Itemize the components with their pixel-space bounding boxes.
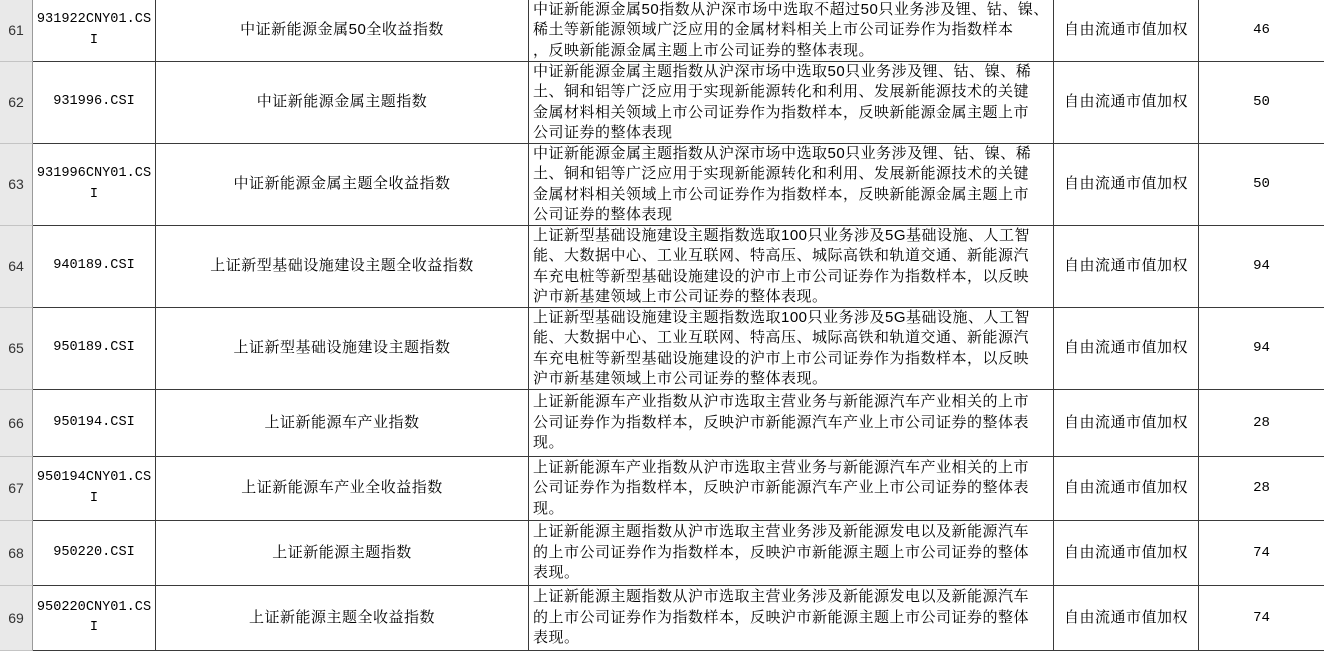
description-line: 沪市新基建领域上市公司证券的整体表现。 [533,370,828,387]
row-header[interactable]: 69 [0,586,33,651]
description-line: 上证新能源主题指数从沪市选取主营业务涉及新能源发电以及新能源汽车 [533,588,1030,606]
description-line: 稀土等新能源领域广泛应用的金属材料相关上市公司证券作为指数样本 [533,21,1014,39]
weighting-method-cell[interactable]: 自由流通市值加权 [1054,62,1199,144]
index-description-cell[interactable] [529,226,1054,308]
index-code-cell[interactable]: 931996.CSI [33,62,156,144]
index-description-cell[interactable] [529,390,1054,457]
table-row [0,390,1324,457]
table-row [0,0,1324,62]
weighting-method-cell[interactable]: 自由流通市值加权 [1054,308,1199,390]
constituent-count-cell[interactable]: 28 [1199,457,1324,521]
index-description-cell[interactable] [529,308,1054,390]
row-header[interactable]: 62 [0,62,33,144]
row-header[interactable]: 68 [0,521,33,586]
index-code-cell[interactable]: 931996CNY01.CSI [33,144,156,226]
index-code-cell[interactable]: 950220CNY01.CSI [33,586,156,651]
description-line: 土、铜和铝等广泛应用于实现新能源转化和利用、发展新能源技术的关键 [533,83,1030,100]
index-name-cell[interactable]: 上证新型基础设施建设主题全收益指数 [156,226,529,308]
description-line: 能、大数据中心、工业互联网、特高压、城际高铁和轨道交通、新能源汽 [533,329,1030,346]
description-line: 土、铜和铝等广泛应用于实现新能源转化和利用、发展新能源技术的关键 [533,165,1030,182]
table-row [0,586,1324,651]
row-header[interactable]: 67 [0,457,33,521]
constituent-count-cell[interactable]: 46 [1199,0,1324,62]
weighting-method-cell[interactable]: 自由流通市值加权 [1054,586,1199,651]
description-line: 上证新能源车产业指数从沪市选取主营业务与新能源汽车产业相关的上市 [533,393,1030,411]
index-name-cell[interactable]: 中证新能源金属50全收益指数 [156,0,529,62]
description-line: 上证新能源车产业指数从沪市选取主营业务与新能源汽车产业相关的上市 [533,458,1030,476]
description-line: 公司证券的整体表现 [533,124,673,141]
table-row [0,457,1324,521]
weighting-method-cell[interactable]: 自由流通市值加权 [1054,521,1199,586]
index-code-cell[interactable]: 950194CNY01.CSI [33,457,156,521]
table-row [0,226,1324,308]
description-line: 公司证券作为指数样本，反映沪市新能源汽车产业上市公司证券的整体表 [533,413,1030,431]
description-line: 的上市公司证券作为指数样本，反映沪市新能源主题上市公司证券的整体 [533,608,1030,626]
index-description-cell[interactable] [529,586,1054,651]
row-header[interactable]: 63 [0,144,33,226]
description-line: 现。 [533,499,565,517]
row-header[interactable]: 61 [0,0,33,62]
description-line: 中证新能源金属主题指数从沪深市场中选取50只业务涉及锂、钴、镍、稀 [533,62,1032,80]
description-line: 中证新能源金属主题指数从沪深市场中选取50只业务涉及锂、钴、镍、稀 [533,144,1032,162]
index-name-cell[interactable]: 上证新能源车产业全收益指数 [156,457,529,521]
description-line: 车充电桩等新型基础设施建设的沪市上市公司证券作为指数样本，以反映 [533,267,1030,285]
constituent-count-cell[interactable]: 50 [1199,144,1324,226]
description-line: 金属材料相关领域上市公司证券作为指数样本，反映新能源金属主题上市 [533,103,1030,121]
description-line: 上证新型基础设施建设主题指数选取100只业务涉及5G基础设施、人工智 [533,308,1031,326]
index-description-cell[interactable] [529,521,1054,586]
table-row [0,308,1324,390]
weighting-method-cell[interactable]: 自由流通市值加权 [1054,226,1199,308]
weighting-method-cell[interactable]: 自由流通市值加权 [1054,457,1199,521]
index-name-cell[interactable]: 上证新能源主题指数 [156,521,529,586]
index-name-cell[interactable]: 上证新能源车产业指数 [156,390,529,457]
row-header[interactable]: 65 [0,308,33,390]
index-name-cell[interactable]: 中证新能源金属主题全收益指数 [156,144,529,226]
description-line: 沪市新基建领域上市公司证券的整体表现。 [533,288,828,305]
index-code-cell[interactable]: 950220.CSI [33,521,156,586]
description-line: 表现。 [533,629,580,647]
constituent-count-cell[interactable]: 74 [1199,521,1324,586]
description-line: 中证新能源金属50指数从沪深市场中选取不超过50只业务涉及锂、钴、镍、 [533,0,1049,18]
index-code-cell[interactable]: 950194.CSI [33,390,156,457]
index-description-cell[interactable] [529,62,1054,144]
index-code-cell[interactable]: 940189.CSI [33,226,156,308]
row-header[interactable]: 64 [0,226,33,308]
description-line: 上证新型基础设施建设主题指数选取100只业务涉及5G基础设施、人工智 [533,226,1031,244]
index-name-cell[interactable]: 上证新型基础设施建设主题指数 [156,308,529,390]
index-description-cell[interactable] [529,0,1054,62]
index-code-cell[interactable]: 950189.CSI [33,308,156,390]
constituent-count-cell[interactable]: 94 [1199,308,1324,390]
constituent-count-cell[interactable]: 28 [1199,390,1324,457]
index-code-cell[interactable]: 931922CNY01.CSI [33,0,156,62]
table-row [0,144,1324,226]
description-line: 表现。 [533,564,580,582]
table-row [0,521,1324,586]
index-name-cell[interactable]: 中证新能源金属主题指数 [156,62,529,144]
weighting-method-cell[interactable]: 自由流通市值加权 [1054,0,1199,62]
table-row [0,62,1324,144]
row-header[interactable]: 66 [0,390,33,457]
description-line: ，反映新能源金属主题上市公司证券的整体表现。 [533,41,875,59]
description-line: 上证新能源主题指数从沪市选取主营业务涉及新能源发电以及新能源汽车 [533,523,1030,541]
index-name-cell[interactable]: 上证新能源主题全收益指数 [156,586,529,651]
weighting-method-cell[interactable]: 自由流通市值加权 [1054,390,1199,457]
description-line: 公司证券的整体表现 [533,206,673,223]
constituent-count-cell[interactable]: 74 [1199,586,1324,651]
index-description-cell[interactable] [529,144,1054,226]
description-line: 车充电桩等新型基础设施建设的沪市上市公司证券作为指数样本，以反映 [533,349,1030,367]
index-description-cell[interactable] [529,457,1054,521]
description-line: 现。 [533,434,565,452]
weighting-method-cell[interactable]: 自由流通市值加权 [1054,144,1199,226]
description-line: 的上市公司证券作为指数样本，反映沪市新能源主题上市公司证券的整体 [533,543,1030,561]
description-line: 能、大数据中心、工业互联网、特高压、城际高铁和轨道交通、新能源汽 [533,247,1030,264]
constituent-count-cell[interactable]: 50 [1199,62,1324,144]
description-line: 金属材料相关领域上市公司证券作为指数样本，反映新能源金属主题上市 [533,185,1030,203]
description-line: 公司证券作为指数样本，反映沪市新能源汽车产业上市公司证券的整体表 [533,479,1030,497]
constituent-count-cell[interactable]: 94 [1199,226,1324,308]
